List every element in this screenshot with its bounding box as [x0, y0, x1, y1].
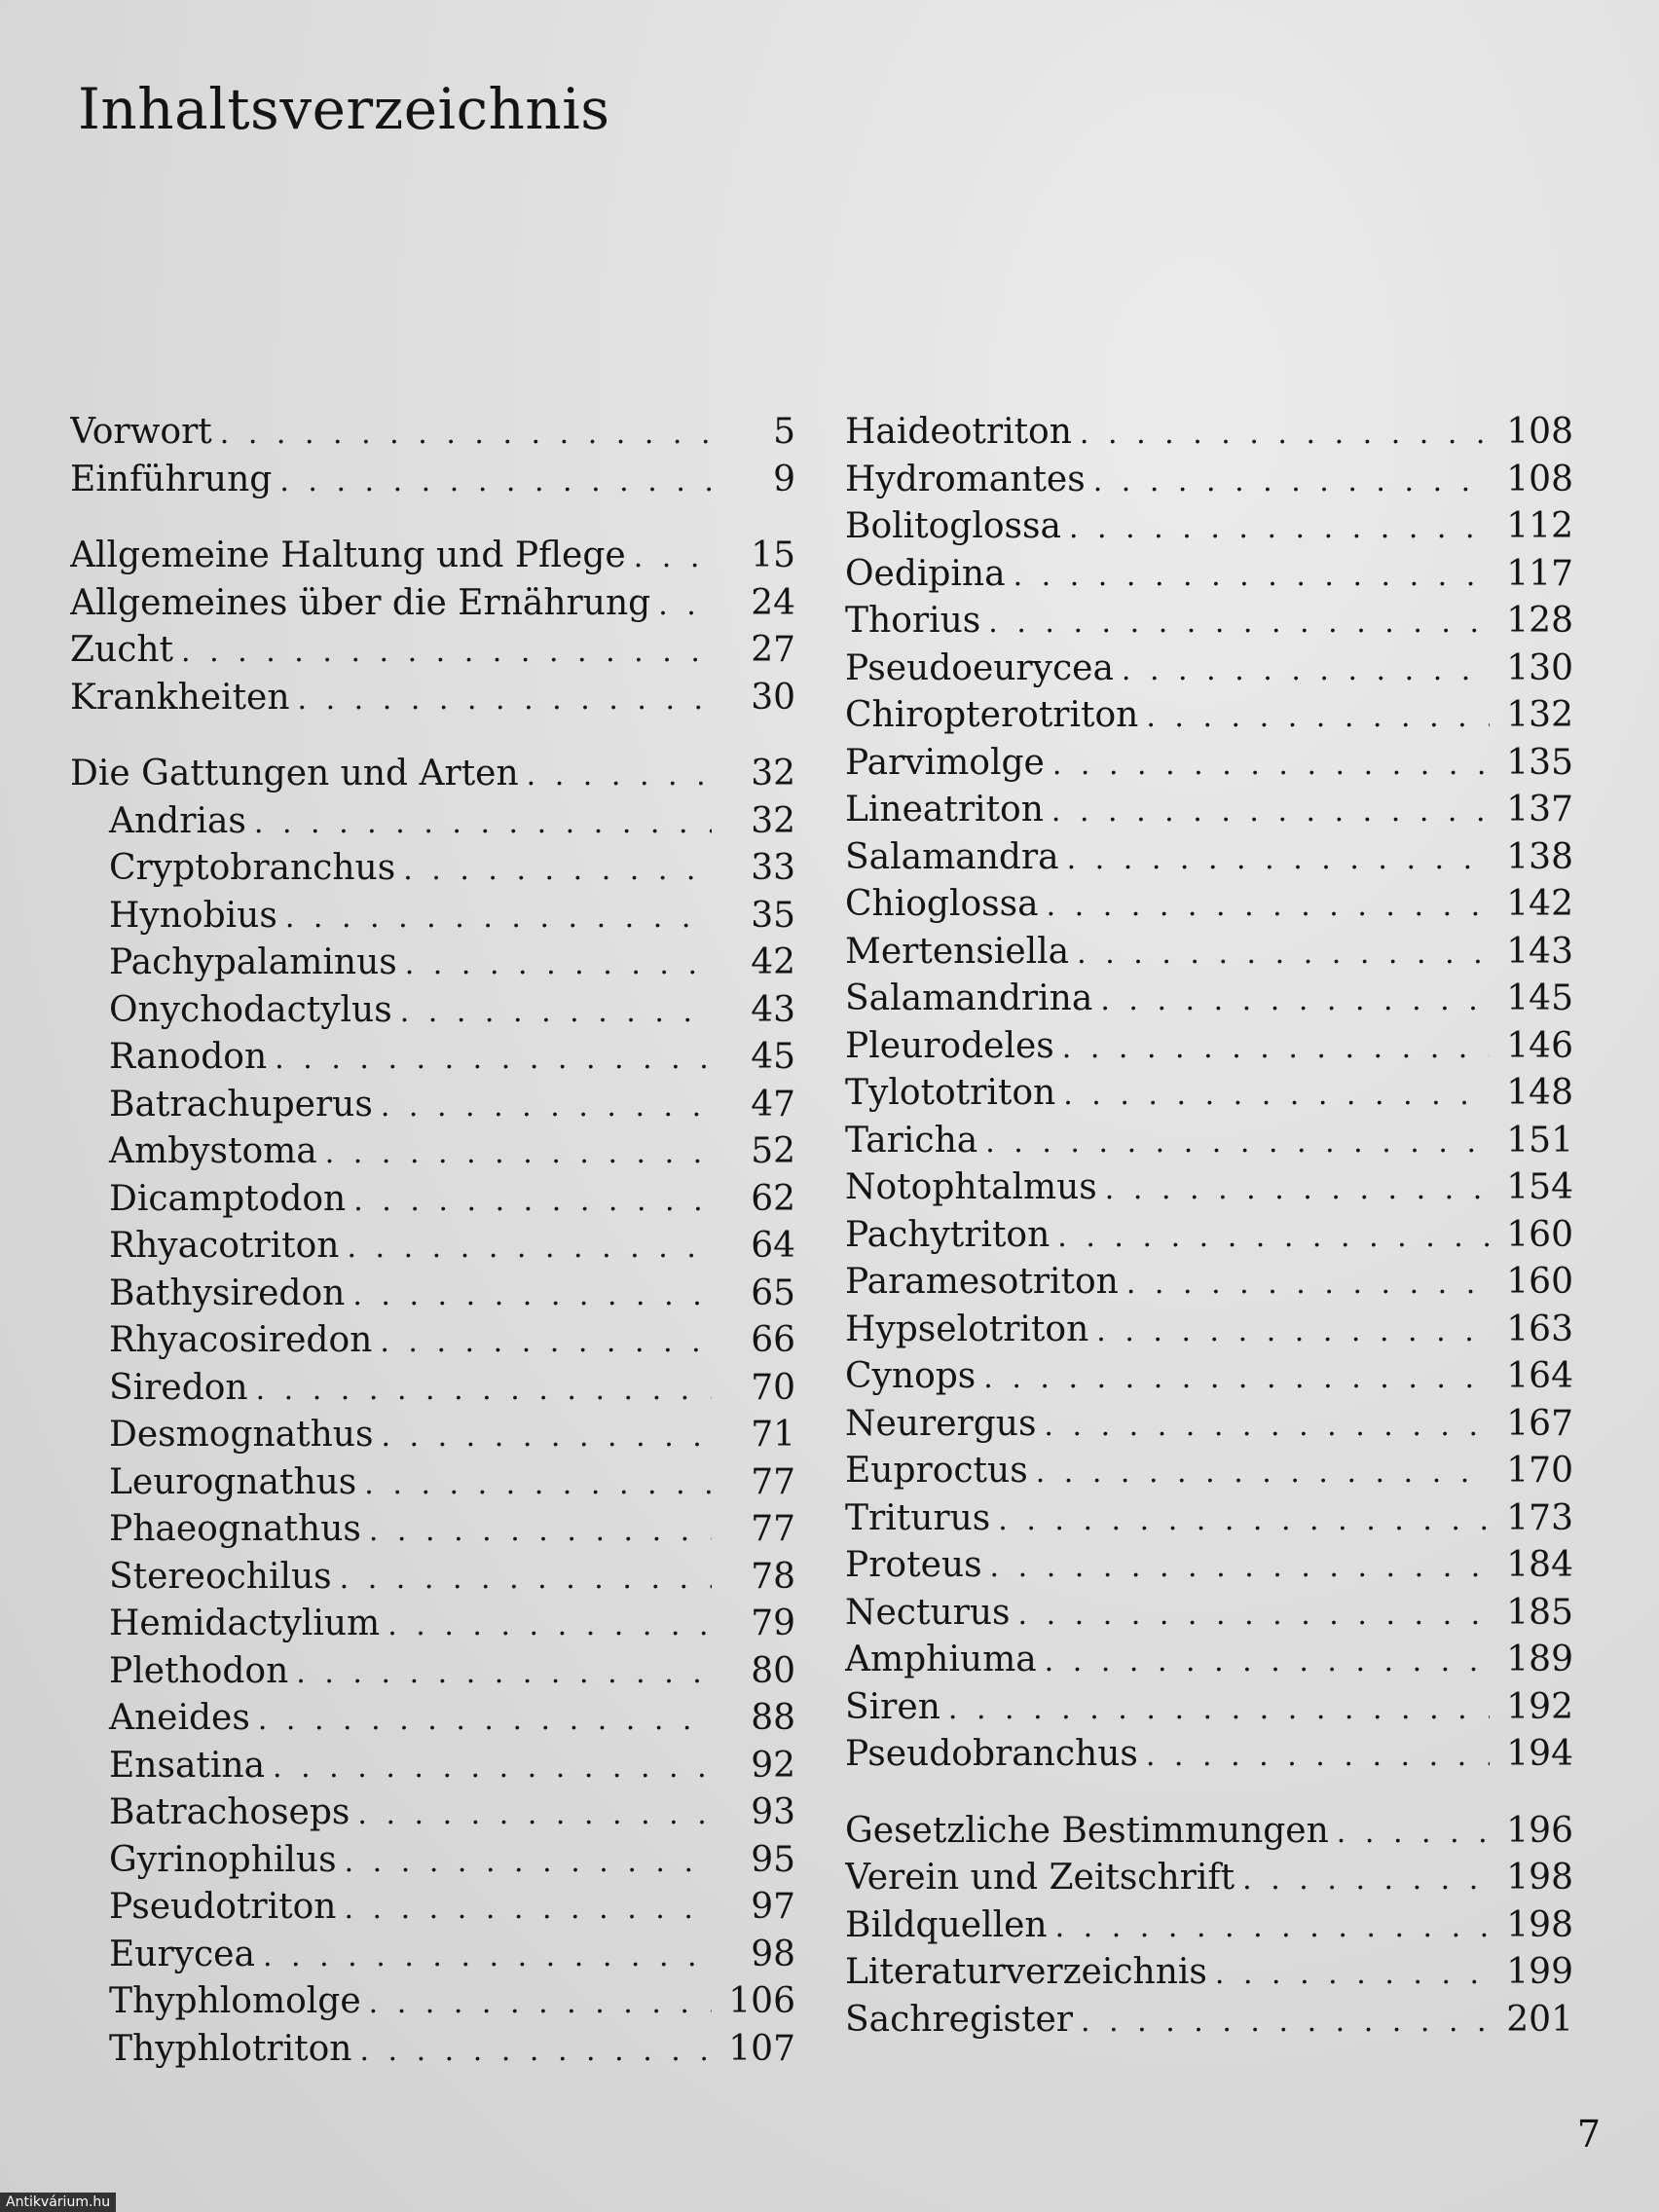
toc-entry	[845, 1855, 1573, 1902]
toc-entry-page: 117	[1506, 553, 1573, 594]
toc-entry	[70, 1837, 795, 1885]
dot-leader	[985, 1120, 1490, 1165]
dot-leader	[285, 895, 712, 940]
watermark: Antikvárium.hu	[0, 2193, 116, 2212]
toc-entry-page: 62	[751, 1178, 795, 1219]
dot-leader	[256, 1367, 712, 1413]
toc-entry-page: 77	[751, 1509, 795, 1549]
toc-entry	[845, 929, 1573, 977]
toc-entry-page: 42	[751, 942, 795, 982]
toc-entry-page: 30	[751, 677, 795, 718]
toc-entry-label: Salamandrina	[845, 978, 1093, 1018]
dot-leader	[340, 1556, 712, 1602]
toc-entry-label: Vorwort	[70, 412, 212, 452]
toc-entry	[845, 1731, 1573, 1779]
toc-entry	[845, 1401, 1573, 1449]
toc-entry	[845, 834, 1573, 882]
toc-entry	[845, 551, 1573, 599]
toc-entry-page: 128	[1506, 601, 1573, 641]
toc-entry-page: 97	[751, 1887, 795, 1927]
page-number: 7	[1576, 2113, 1601, 2156]
toc-entry	[845, 1495, 1573, 1543]
toc-entry	[70, 1271, 795, 1318]
dot-leader	[345, 1839, 712, 1885]
toc-entry-page: 33	[751, 848, 795, 888]
toc-entry-page: 70	[751, 1367, 795, 1408]
toc-entry	[845, 645, 1573, 693]
toc-entry-page: 154	[1506, 1167, 1573, 1207]
toc-entry	[845, 409, 1573, 457]
toc-entry-label: Chiropterotriton	[845, 695, 1139, 735]
toc-entry-label: Oedipina	[845, 553, 1006, 594]
dot-leader	[1063, 1072, 1490, 1118]
toc-entry-page: 98	[751, 1934, 795, 1974]
toc-entry-page: 78	[751, 1556, 795, 1597]
toc-entry	[70, 940, 795, 987]
toc-entry-label: Hydromantes	[845, 459, 1086, 499]
toc-entry-page: 65	[751, 1272, 795, 1313]
toc-entry-label: Siren	[845, 1686, 940, 1727]
toc-entry	[70, 1743, 795, 1790]
dot-leader	[381, 1084, 712, 1129]
toc-entry-page: 32	[751, 800, 795, 841]
toc-entry-page: 79	[751, 1604, 795, 1643]
toc-entry-page: 138	[1506, 836, 1573, 877]
toc-entry-page: 108	[1506, 459, 1573, 499]
toc-entry-label: Pseudotriton	[109, 1887, 337, 1927]
toc-entry-page: 5	[773, 412, 795, 452]
toc-entry	[845, 1590, 1573, 1638]
dot-leader	[279, 459, 712, 504]
dot-leader	[369, 1508, 712, 1554]
toc-entry-label: Gyrinophilus	[109, 1839, 337, 1880]
dot-leader	[364, 1461, 712, 1507]
toc-entry	[845, 1637, 1573, 1684]
toc-entry-page: 163	[1506, 1309, 1573, 1349]
toc-entry-page: 185	[1506, 1592, 1573, 1633]
toc-entry-page: 170	[1506, 1451, 1573, 1491]
dot-leader	[325, 1130, 712, 1176]
toc-entry-page: 160	[1506, 1214, 1573, 1255]
toc-entry-label: Die Gattungen und Arten	[70, 754, 519, 793]
toc-entry	[70, 1317, 795, 1365]
toc-entry	[70, 1365, 795, 1413]
toc-entry	[845, 881, 1573, 929]
dot-leader	[405, 941, 712, 987]
toc-entry-page: 107	[728, 2028, 795, 2069]
toc-entry-label: Allgemeines über die Ernährung	[70, 582, 651, 623]
toc-entry	[70, 751, 795, 798]
toc-entry	[70, 987, 795, 1035]
toc-entry-page: 95	[751, 1839, 795, 1880]
toc-entry	[70, 1459, 795, 1507]
toc-entry-page: 160	[1506, 1262, 1573, 1302]
dot-leader	[998, 1497, 1490, 1543]
dot-leader	[357, 1791, 712, 1837]
dot-leader	[400, 989, 712, 1035]
dot-leader	[1215, 1951, 1490, 1997]
toc-entry-label: Pseudobranchus	[845, 1734, 1138, 1774]
dot-leader	[1080, 411, 1490, 457]
toc-entry-label: Rhyacosiredon	[109, 1320, 373, 1360]
dot-leader	[983, 1355, 1490, 1401]
toc-entry-page: 130	[1506, 647, 1573, 688]
dot-leader	[1062, 1025, 1490, 1071]
toc-entry-label: Parvimolge	[845, 742, 1045, 783]
toc-entry-label: Zucht	[70, 630, 174, 670]
toc-entry-page: 80	[751, 1650, 795, 1691]
toc-entry-label: Siredon	[109, 1367, 248, 1408]
toc-entry-page: 199	[1506, 1952, 1573, 1992]
toc-entry-label: Necturus	[845, 1592, 1011, 1633]
dot-leader	[275, 1036, 712, 1082]
dot-leader	[344, 1886, 712, 1932]
toc-entry-page: 198	[1506, 1858, 1573, 1898]
toc-entry-label: Plethodon	[109, 1650, 289, 1691]
dot-leader	[658, 582, 712, 628]
toc-entry-label: Gesetzliche Bestimmungen	[845, 1810, 1329, 1851]
toc-entry-label: Literaturverzeichnis	[845, 1952, 1207, 1992]
toc-entry-label: Taricha	[845, 1120, 978, 1161]
toc-entry	[845, 1259, 1573, 1307]
toc-entry	[845, 1542, 1573, 1590]
toc-entry-page: 64	[751, 1226, 795, 1266]
toc-entry	[845, 1212, 1573, 1260]
toc-entry-label: Chioglossa	[845, 884, 1039, 924]
dot-leader	[353, 1178, 712, 1224]
toc-entry	[70, 1884, 795, 1932]
toc-entry-page: 106	[728, 1981, 795, 2021]
dot-leader	[181, 629, 712, 675]
toc-entry-label: Hemidactylium	[109, 1604, 381, 1643]
toc-group	[70, 533, 795, 721]
toc-entry	[70, 1601, 795, 1648]
dot-leader	[634, 535, 712, 580]
toc-entry-label: Pachypalaminus	[109, 942, 397, 982]
toc-entry-page: 32	[751, 754, 795, 793]
toc-entry-label: Pseudoeurycea	[845, 647, 1114, 688]
toc-entry-page: 71	[751, 1415, 795, 1455]
dot-leader	[1242, 1857, 1490, 1902]
toc-entry-page: 137	[1506, 790, 1573, 830]
dot-leader	[1081, 1999, 1490, 2045]
toc-entry-page: 45	[751, 1037, 795, 1077]
dot-leader	[1100, 977, 1490, 1023]
dot-leader	[1337, 1810, 1490, 1856]
toc-entry-page: 135	[1506, 742, 1573, 783]
dot-leader	[1044, 1403, 1490, 1449]
toc-entry-label: Desmognathus	[109, 1415, 374, 1455]
dot-leader	[1036, 1450, 1490, 1495]
toc-entry-label: Ensatina	[109, 1745, 266, 1786]
toc-entry	[70, 798, 795, 846]
toc-entry-label: Bolitoglossa	[845, 506, 1061, 546]
dot-leader	[1047, 883, 1490, 929]
toc-entry	[845, 1070, 1573, 1118]
toc-entry-label: Tylototriton	[845, 1073, 1056, 1113]
dot-leader	[948, 1686, 1490, 1732]
dot-leader	[1146, 1733, 1490, 1779]
dot-leader	[1077, 931, 1490, 977]
toc-entry	[845, 1997, 1573, 2045]
toc-entry	[845, 457, 1573, 504]
toc-entry	[70, 1176, 795, 1224]
toc-entry-page: 173	[1506, 1497, 1573, 1538]
dot-leader	[1067, 836, 1490, 882]
toc-entry-page: 198	[1506, 1904, 1573, 1945]
dot-leader	[1018, 1592, 1491, 1638]
toc-entry-label: Dicamptodon	[109, 1178, 347, 1219]
toc-entry	[70, 1082, 795, 1129]
toc-entry	[70, 457, 795, 504]
toc-entry-page: 151	[1506, 1120, 1573, 1161]
toc-group	[845, 1808, 1573, 2045]
toc-entry	[845, 1118, 1573, 1165]
toc-entry-page: 164	[1506, 1356, 1573, 1396]
toc-entry-label: Thyphlomolge	[109, 1981, 361, 2021]
toc-group	[845, 409, 1573, 1779]
toc-entry	[845, 1684, 1573, 1732]
toc-entry-page: 77	[751, 1461, 795, 1502]
toc-entry	[70, 675, 795, 722]
toc-entry-page: 142	[1506, 884, 1573, 924]
dot-leader	[988, 600, 1490, 645]
dot-leader	[254, 800, 712, 846]
toc-entry	[845, 503, 1573, 551]
dot-leader	[990, 1544, 1490, 1590]
toc-entry-label: Ranodon	[109, 1037, 268, 1077]
dot-leader	[258, 1697, 712, 1743]
toc-right-column	[845, 409, 1573, 2073]
toc-entry-page: 146	[1506, 1025, 1573, 1066]
toc-entry	[845, 976, 1573, 1023]
toc-entry-page: 88	[751, 1698, 795, 1738]
toc-entry	[845, 1164, 1573, 1212]
dot-leader	[263, 1934, 712, 1979]
toc-entry-page: 148	[1506, 1073, 1573, 1113]
toc-entry	[845, 1023, 1573, 1071]
toc-entry-page: 35	[751, 895, 795, 936]
dot-leader	[1122, 647, 1490, 693]
dot-leader	[1014, 553, 1490, 599]
toc-entry-label: Pleurodeles	[845, 1025, 1054, 1066]
dot-leader	[1093, 459, 1490, 504]
toc-entry-label: Andrias	[109, 800, 246, 841]
toc-entry	[70, 1932, 795, 1979]
toc-entry-label: Hynobius	[109, 895, 277, 936]
toc-entry-label: Cynops	[845, 1356, 977, 1396]
toc-entry	[70, 1695, 795, 1743]
dot-leader	[359, 2028, 712, 2074]
dot-leader	[380, 1319, 712, 1365]
toc-entry	[70, 1978, 795, 2026]
toc-entry-label: Batrachoseps	[109, 1792, 350, 1832]
toc-entry	[70, 1789, 795, 1837]
toc-entry	[70, 2026, 795, 2074]
toc-entry-label: Stereochilus	[109, 1556, 332, 1597]
toc-entry	[845, 740, 1573, 788]
toc-entry-page: 43	[751, 989, 795, 1030]
toc-entry-page: 167	[1506, 1403, 1573, 1444]
toc-entry-page: 194	[1506, 1734, 1573, 1774]
dot-leader	[1045, 1639, 1490, 1684]
toc-entry-label: Proteus	[845, 1545, 982, 1585]
toc-entry-label: Verein und Zeitschrift	[845, 1858, 1235, 1898]
toc-entry-label: Cryptobranchus	[109, 848, 396, 888]
toc-entry	[70, 580, 795, 628]
toc-entry-page: 52	[751, 1131, 795, 1171]
toc-entry	[845, 1949, 1573, 1997]
toc-entry	[70, 1506, 795, 1554]
toc-entry	[845, 1808, 1573, 1856]
toc-entry	[70, 1554, 795, 1602]
toc-entry	[70, 1648, 795, 1696]
toc-entry-label: Krankheiten	[70, 677, 290, 718]
toc-entry	[845, 692, 1573, 740]
dot-leader	[381, 1414, 712, 1459]
toc-entry-label: Euproctus	[845, 1451, 1028, 1491]
toc-entry	[70, 893, 795, 940]
dot-leader	[352, 1272, 712, 1318]
toc-entry-label: Amphiuma	[845, 1640, 1037, 1679]
toc-entry-page: 184	[1506, 1545, 1573, 1585]
dot-leader	[1057, 1214, 1490, 1260]
toc-left-column	[70, 409, 795, 2102]
toc-entry-page: 92	[751, 1745, 795, 1786]
toc-entry-page: 192	[1506, 1686, 1573, 1727]
toc-entry-label: Haideotriton	[845, 412, 1072, 452]
dot-leader	[1055, 1904, 1490, 1950]
toc-entry-page: 27	[751, 630, 795, 670]
toc-entry-label: Salamandra	[845, 836, 1059, 877]
dot-leader	[273, 1745, 712, 1790]
dot-leader	[527, 753, 712, 798]
toc-entry-label: Lineatriton	[845, 790, 1044, 830]
toc-entry-label: Batrachuperus	[109, 1084, 373, 1124]
dot-leader	[220, 411, 712, 457]
toc-entry-label: Bildquellen	[845, 1904, 1048, 1945]
dot-leader	[1096, 1309, 1490, 1354]
toc-entry-label: Mertensiella	[845, 931, 1070, 972]
toc-entry-label: Einführung	[70, 459, 273, 499]
toc-entry-page: 196	[1506, 1810, 1573, 1851]
dot-leader	[1052, 742, 1490, 788]
toc-entry-label: Aneides	[109, 1698, 250, 1738]
toc-entry	[70, 1412, 795, 1459]
dot-leader	[369, 1980, 712, 2026]
toc-entry-label: Pachytriton	[845, 1214, 1051, 1255]
toc-entry-page: 93	[751, 1792, 795, 1832]
toc-group	[70, 751, 795, 2073]
toc-entry-page: 143	[1506, 931, 1573, 972]
toc-entry	[70, 533, 795, 580]
toc-entry-label: Eurycea	[109, 1934, 255, 1974]
toc-entry-label: Hypselotriton	[845, 1309, 1089, 1349]
toc-entry-page: 145	[1506, 978, 1573, 1018]
toc-entry-label: Rhyacotriton	[109, 1226, 340, 1266]
dot-leader	[296, 1650, 712, 1696]
toc-entry-page: 15	[751, 535, 795, 575]
toc-entry-page: 201	[1506, 1999, 1573, 2040]
dot-leader	[403, 847, 712, 893]
toc-entry-label: Ambystoma	[109, 1131, 317, 1171]
dot-leader	[387, 1603, 712, 1648]
toc-entry-page: 108	[1506, 412, 1573, 452]
page-title: Inhaltsverzeichnis	[78, 75, 610, 142]
toc-entry-page: 66	[751, 1320, 795, 1360]
toc-group	[70, 409, 795, 503]
toc-entry-page: 132	[1506, 695, 1573, 735]
toc-entry-label: Bathysiredon	[109, 1272, 346, 1313]
toc-entry-label: Allgemeine Haltung und Pflege	[70, 535, 626, 575]
toc-entry	[70, 409, 795, 457]
toc-entry-label: Sachregister	[845, 1999, 1073, 2040]
toc-entry	[845, 598, 1573, 645]
toc-entry	[70, 1223, 795, 1271]
dot-leader	[1146, 694, 1490, 740]
dot-leader	[1069, 505, 1490, 551]
toc-entry	[70, 627, 795, 675]
dot-leader	[1051, 789, 1490, 834]
toc-entry	[845, 787, 1573, 834]
toc-entry	[70, 1034, 795, 1082]
toc-entry-label: Paramesotriton	[845, 1262, 1119, 1302]
toc-entry-label: Phaeognathus	[109, 1509, 361, 1549]
toc-entry	[845, 1448, 1573, 1495]
toc-entry	[845, 1902, 1573, 1950]
toc-entry	[845, 1353, 1573, 1401]
toc-entry-page: 189	[1506, 1640, 1573, 1679]
toc-entry	[845, 1307, 1573, 1354]
toc-entry-page: 47	[751, 1084, 795, 1124]
toc-entry-label: Neurergus	[845, 1403, 1037, 1444]
dot-leader	[347, 1225, 712, 1271]
toc-entry-label: Thorius	[845, 601, 981, 641]
dot-leader	[298, 677, 712, 722]
toc-entry-page: 24	[751, 582, 795, 623]
dot-leader	[1105, 1166, 1490, 1212]
toc-entry-label: Thyphlotriton	[109, 2028, 352, 2069]
toc-entry-page: 112	[1506, 506, 1573, 546]
toc-entry-label: Triturus	[845, 1497, 991, 1538]
toc-entry-label: Onychodactylus	[109, 989, 392, 1030]
toc-entry-label: Notophtalmus	[845, 1167, 1097, 1207]
toc-entry-label: Leurognathus	[109, 1461, 357, 1502]
toc-entry	[70, 1128, 795, 1176]
toc-entry	[70, 845, 795, 893]
toc-entry-page: 9	[773, 459, 795, 499]
dot-leader	[1126, 1261, 1490, 1307]
